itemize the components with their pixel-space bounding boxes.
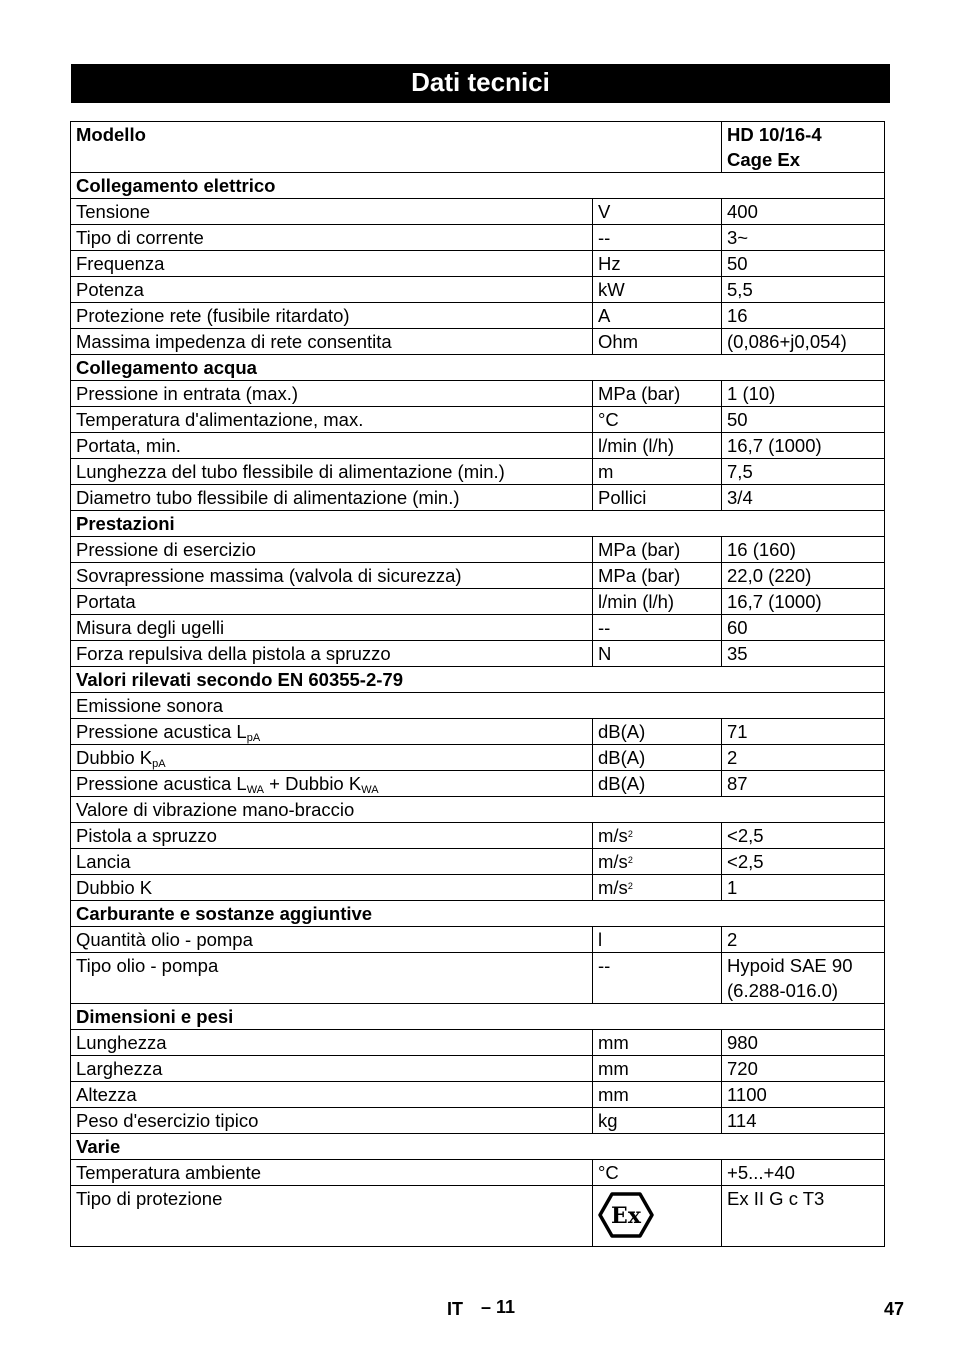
section-elettrico — [71, 173, 885, 355]
row-label: Portata — [71, 589, 593, 615]
footer-page-number: 47 — [884, 1299, 905, 1319]
section-acqua — [71, 355, 885, 511]
table-row — [71, 1082, 885, 1108]
header-label: Modello — [71, 122, 722, 173]
row-unit: dB(A) — [593, 719, 722, 745]
row-value: 16,7 (1000) — [722, 589, 885, 615]
row-value: 7,5 — [722, 459, 885, 485]
row-unit: N — [593, 641, 722, 667]
row-label: Altezza — [71, 1082, 593, 1108]
row-label: Sovrapressione massima (valvola di sicurezza) — [71, 563, 593, 589]
row-label: Pressione di esercizio — [71, 537, 593, 563]
row-label: Pressione in entrata (max.) — [71, 381, 593, 407]
table-row — [71, 433, 885, 459]
row-unit: °C — [593, 407, 722, 433]
row-label: Pressione acustica $L_{pA}$ — [71, 719, 593, 745]
table-row — [71, 1160, 885, 1186]
row-label: Tensione — [71, 199, 593, 225]
row-label: Dubbio $K_{pA}$ — [71, 745, 593, 771]
row-label: Protezione rete (fusibile ritardato) — [71, 303, 593, 329]
row-label: Tipo di corrente — [71, 225, 593, 251]
subheading: Emissione sonora — [71, 693, 885, 719]
row-value: +5...+40 — [722, 1160, 885, 1186]
table-row — [71, 641, 885, 667]
row-unit: °C — [593, 1160, 722, 1186]
row-unit: $m/s^2$ — [593, 875, 722, 901]
section-heading-row — [71, 173, 885, 199]
row-value: 3~ — [722, 225, 885, 251]
row-value: 980 — [722, 1030, 885, 1056]
table-row — [71, 589, 885, 615]
section-vibrazione — [71, 823, 885, 901]
row-label: Massima impedenza di rete consentita — [71, 329, 593, 355]
section-heading: Varie — [71, 1134, 885, 1160]
table-row — [71, 615, 885, 641]
row-label: Frequenza — [71, 251, 593, 277]
table-row — [71, 693, 885, 719]
row-unit: m — [593, 459, 722, 485]
row-label: Portata, min. — [71, 433, 593, 459]
ex-symbol-cell — [593, 1186, 722, 1247]
row-unit: l — [593, 927, 722, 953]
row-value: 16,7 (1000) — [722, 433, 885, 459]
row-unit: $m/s^2$ — [593, 849, 722, 875]
table-row — [71, 225, 885, 251]
row-value: 71 — [722, 719, 885, 745]
section-heading: Collegamento acqua — [71, 355, 885, 381]
row-unit: kg — [593, 1108, 722, 1134]
row-unit: -- — [593, 615, 722, 641]
table-row — [71, 1108, 885, 1134]
row-value: Ex II G c T3 — [722, 1186, 885, 1247]
row-label: Forza repulsiva della pistola a spruzzo — [71, 641, 593, 667]
table-row — [71, 329, 885, 355]
row-unit: $m/s^2$ — [593, 823, 722, 849]
table-row — [71, 927, 885, 953]
row-value: 1 (10) — [722, 381, 885, 407]
page-title: Dati tecnici — [71, 64, 890, 103]
table-row — [71, 719, 885, 745]
row-value: <2,5 — [722, 849, 885, 875]
section-heading-row — [71, 901, 885, 927]
row-unit: A — [593, 303, 722, 329]
section-varie — [71, 1134, 885, 1247]
row-label: Dubbio K — [71, 875, 593, 901]
row-unit: MPa (bar) — [593, 537, 722, 563]
table-row — [71, 875, 885, 901]
row-unit: -- — [593, 953, 722, 1004]
table-row — [71, 953, 885, 1004]
row-value: 1 — [722, 875, 885, 901]
footer-lang: IT — [447, 1299, 463, 1319]
table-row — [71, 277, 885, 303]
row-label: Diametro tubo flessibile di alimentazione (min.) — [71, 485, 593, 511]
row-unit: mm — [593, 1030, 722, 1056]
row-label: Quantità olio - pompa — [71, 927, 593, 953]
row-unit: MPa (bar) — [593, 563, 722, 589]
row-value: 5,5 — [722, 277, 885, 303]
header-model — [722, 122, 885, 173]
row-value: 114 — [722, 1108, 885, 1134]
table-row — [71, 459, 885, 485]
row-label: Tipo di protezione — [71, 1186, 593, 1247]
row-unit: dB(A) — [593, 771, 722, 797]
row-unit: mm — [593, 1082, 722, 1108]
section-carburante — [71, 901, 885, 1004]
row-value: 720 — [722, 1056, 885, 1082]
row-unit: Hz — [593, 251, 722, 277]
svg-text:Ex: Ex — [611, 1203, 641, 1229]
row-unit: Pollici — [593, 485, 722, 511]
row-label: Lunghezza del tubo flessibile di alimentazione (min.) — [71, 459, 593, 485]
row-value: 1100 — [722, 1082, 885, 1108]
table-row — [71, 771, 885, 797]
subheading: Valore di vibrazione mano-braccio — [71, 797, 885, 823]
section-heading-row — [71, 1004, 885, 1030]
row-unit: MPa (bar) — [593, 381, 722, 407]
table-row — [71, 1030, 885, 1056]
row-label: Lancia — [71, 849, 593, 875]
row-label: Misura degli ugelli — [71, 615, 593, 641]
table-row — [71, 381, 885, 407]
row-value: 16 — [722, 303, 885, 329]
row-label: Pressione acustica $L_{WA}$ + Dubbio $K_{WA}$ — [71, 771, 593, 797]
section-valori — [71, 667, 885, 823]
section-heading-row — [71, 355, 885, 381]
row-label: Lunghezza — [71, 1030, 593, 1056]
row-value: 3/4 — [722, 485, 885, 511]
row-unit: V — [593, 199, 722, 225]
section-dimensioni — [71, 1004, 885, 1134]
section-heading-row — [71, 1134, 885, 1160]
table-row — [71, 849, 885, 875]
section-heading: Collegamento elettrico — [71, 173, 885, 199]
row-label: Peso d'esercizio tipico — [71, 1108, 593, 1134]
table-row — [71, 303, 885, 329]
spec-table — [70, 121, 885, 1247]
row-value: 22,0 (220) — [722, 563, 885, 589]
section-heading: Prestazioni — [71, 511, 885, 537]
row-value: 87 — [722, 771, 885, 797]
table-row — [71, 823, 885, 849]
row-value: Hypoid SAE 90 (6.288-016.0) — [722, 953, 885, 1004]
row-label: Potenza — [71, 277, 593, 303]
row-value: 60 — [722, 615, 885, 641]
model-line-1: HD 10/16-4 — [727, 124, 822, 145]
row-label: Temperatura ambiente — [71, 1160, 593, 1186]
row-label: Pistola a spruzzo — [71, 823, 593, 849]
table-row — [71, 485, 885, 511]
row-value: 2 — [722, 745, 885, 771]
table-row — [71, 1186, 885, 1247]
row-value: 16 (160) — [722, 537, 885, 563]
table-row — [71, 407, 885, 433]
section-prestazioni — [71, 511, 885, 667]
table-row — [71, 797, 885, 823]
table-row — [71, 251, 885, 277]
row-label: Larghezza — [71, 1056, 593, 1082]
section-heading: Valori rilevati secondo EN 60355-2-79 — [71, 667, 885, 693]
row-value: 50 — [722, 407, 885, 433]
table-header-row — [71, 122, 885, 173]
row-unit: mm — [593, 1056, 722, 1082]
row-label: Temperatura d'alimentazione, max. — [71, 407, 593, 433]
row-value: 35 — [722, 641, 885, 667]
row-unit: Ohm — [593, 329, 722, 355]
table-row — [71, 199, 885, 225]
section-heading-row — [71, 511, 885, 537]
table-row — [71, 745, 885, 771]
table-row — [71, 1056, 885, 1082]
table-row — [71, 537, 885, 563]
row-unit: dB(A) — [593, 745, 722, 771]
footer-section-page: – 11 — [481, 1297, 516, 1317]
row-value: <2,5 — [722, 823, 885, 849]
row-unit: -- — [593, 225, 722, 251]
section-heading-row — [71, 667, 885, 693]
row-unit: l/min (l/h) — [593, 433, 722, 459]
row-value: (0,086+j0,054) — [722, 329, 885, 355]
ex-hexagon-icon — [598, 1192, 654, 1238]
model-line-2: Cage Ex — [727, 149, 801, 170]
row-label: Tipo olio - pompa — [71, 953, 593, 1004]
row-value: 50 — [722, 251, 885, 277]
row-value: 2 — [722, 927, 885, 953]
row-unit: kW — [593, 277, 722, 303]
section-heading: Dimensioni e pesi — [71, 1004, 885, 1030]
row-value: 400 — [722, 199, 885, 225]
table-row — [71, 563, 885, 589]
section-heading: Carburante e sostanze aggiuntive — [71, 901, 885, 927]
row-unit: l/min (l/h) — [593, 589, 722, 615]
